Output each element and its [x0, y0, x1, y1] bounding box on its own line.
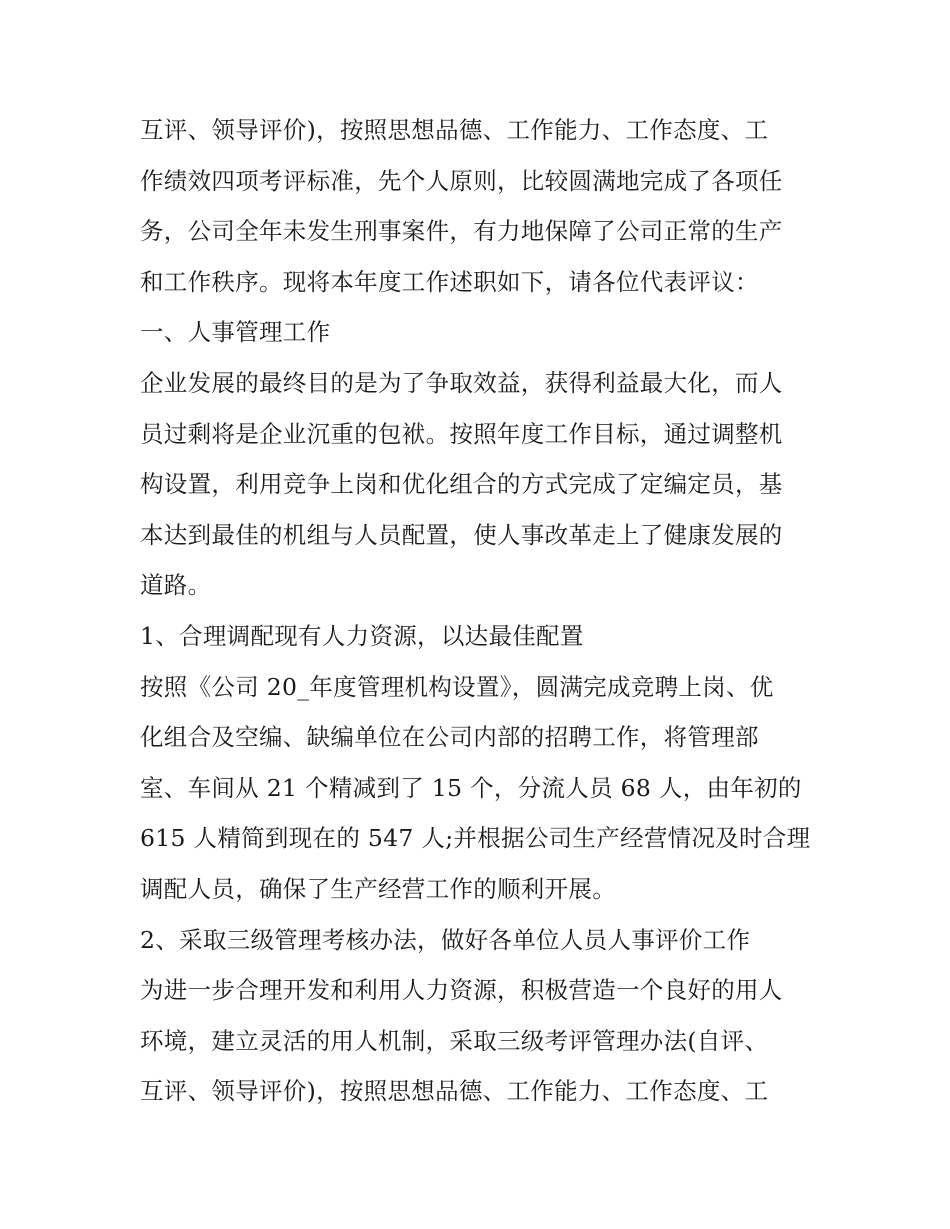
section-heading: 一、人事管理工作: [140, 318, 331, 347]
subsection-heading: 1、合理调配现有人力资源，以达最佳配置: [140, 621, 584, 650]
paragraph-line: 务，公司全年未发生刑事案件，有力地保障了公司正常的生产: [140, 217, 783, 246]
paragraph-line: 企业发展的最终目的是为了争取效益，获得利益最大化，而人: [140, 368, 783, 397]
document-page: [140, 105, 820, 1117]
paragraph-line: 互评、领导评价)，按照思想品德、工作能力、工作态度、工: [140, 116, 769, 144]
paragraph-line: 室、车间从 21 个精减到了 15 个，分流人员 68 人，由年初的: [140, 773, 802, 802]
paragraph-line: 为进一步合理开发和利用人力资源，积极营造一个良好的用人: [140, 976, 783, 1005]
paragraph-line: 道路。: [140, 571, 212, 600]
paragraph-line: 本达到最佳的机组与人员配置，使人事改革走上了健康发展的: [140, 520, 783, 549]
paragraph-line: 化组合及空编、缺编单位在公司内部的招聘工作，将管理部: [140, 723, 759, 752]
paragraph-line: 按照《公司 20_年度管理机构设置》，圆满完成竞聘上岗、优: [140, 672, 774, 701]
paragraph-line: 调配人员，确保了生产经营工作的顺利开展。: [140, 874, 616, 903]
paragraph-line: 和工作秩序。现将本年度工作述职如下，请各位代表评议：: [140, 267, 759, 296]
paragraph-line: 615 人精简到现在的 547 人;并根据公司生产经营情况及时合理: [140, 824, 811, 853]
paragraph-line: 作绩效四项考评标准，先个人原则，比较圆满地完成了各项任: [140, 166, 783, 195]
paragraph-line: 员过剩将是企业沉重的包袱。按照年度工作目标，通过调整机: [140, 419, 783, 448]
paragraph-line: 互评、领导评价)，按照思想品德、工作能力、工作态度、工: [140, 1077, 769, 1106]
subsection-heading: 2、采取三级管理考核办法，做好各单位人员人事评价工作: [140, 925, 751, 954]
paragraph-line: 环境，建立灵活的用人机制，采取三级考评管理办法(自评、: [140, 1026, 769, 1055]
paragraph-line: 构设置，利用竞争上岗和优化组合的方式完成了定编定员，基: [140, 470, 783, 499]
